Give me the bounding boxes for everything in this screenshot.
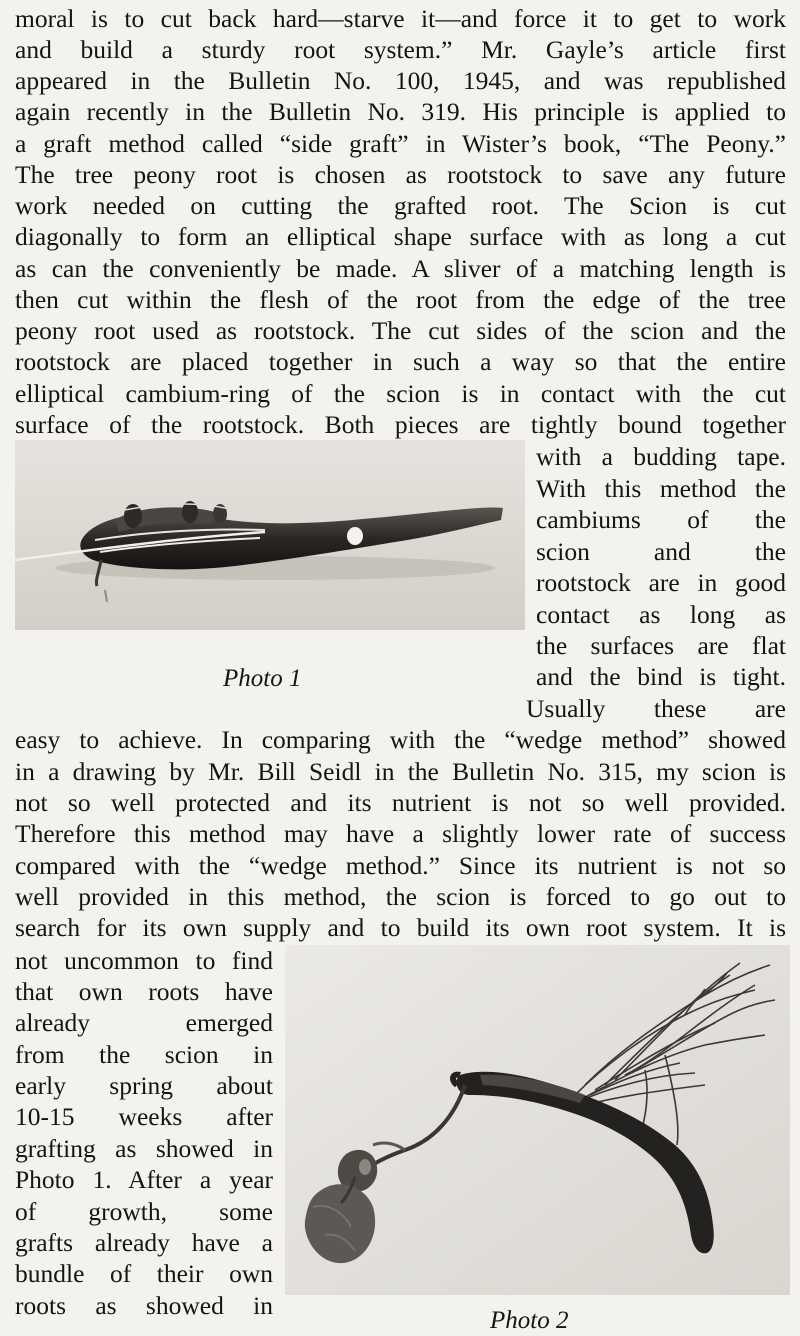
text-line: well provided in this method, the scion is forced to go out to — [15, 882, 786, 911]
text-line: and build a sturdy root system.” Mr. Gayle’s article first — [15, 35, 786, 64]
text-line: bundle of their own — [15, 1259, 273, 1288]
text-line: compared with the “wedge method.” Since its nutrient is not so — [15, 851, 786, 880]
photo-2-caption: Photo 2 — [490, 1307, 569, 1334]
text-line: the surfaces are flat — [536, 631, 786, 660]
text-line: easy to achieve. In comparing with the “wedge method” showed — [15, 725, 786, 754]
photo-2-image — [285, 945, 790, 1295]
text-line: Photo 1. After a year — [15, 1165, 273, 1194]
text-line: then cut within the flesh of the root from the edge of the tree — [15, 285, 786, 314]
text-line: diagonally to form an elliptical shape surface with as long a cut — [15, 222, 786, 251]
text-line: elliptical cambium-ring of the scion is in contact with the cut — [15, 379, 786, 408]
photo-1-caption: Photo 1 — [223, 665, 302, 692]
text-line: The tree peony root is chosen as rootstock to save any future — [15, 160, 786, 189]
text-line: rootstock are placed together in such a way so that the entire — [15, 347, 786, 376]
text-line: grafting as showed in — [15, 1134, 273, 1163]
text-line: moral is to cut back hard—starve it—and force it to get to work — [15, 4, 786, 33]
text-line: peony root used as rootstock. The cut sides of the scion and the — [15, 316, 786, 345]
text-line: rootstock are in good — [536, 568, 786, 597]
text-line: cambiums of the — [536, 505, 786, 534]
text-line: from the scion in — [15, 1040, 273, 1069]
text-line: Therefore this method may have a slightly lower rate of success — [15, 819, 786, 848]
text-line: not uncommon to find — [15, 946, 273, 975]
text-line: early spring about — [15, 1071, 273, 1100]
text-line: again recently in the Bulletin No. 319. His principle is applied to — [15, 97, 786, 126]
text-line: as can the conveniently be made. A sliver of a matching length is — [15, 254, 786, 283]
text-line: grafts already have a — [15, 1228, 273, 1257]
text-line: 10-15 weeks after — [15, 1102, 273, 1131]
text-line: not so well protected and its nutrient is not so well provided. — [15, 788, 786, 817]
text-line: roots as showed in — [15, 1291, 273, 1320]
text-line: With this method the — [536, 474, 786, 503]
text-line: and the bind is tight. — [536, 662, 786, 691]
text-line: in a drawing by Mr. Bill Seidl in the Bulletin No. 315, my scion is — [15, 757, 786, 786]
text-line: work needed on cutting the grafted root. The Scion is cut — [15, 191, 786, 220]
text-line: of growth, some — [15, 1197, 273, 1226]
text-line: appeared in the Bulletin No. 100, 1945, and was republished — [15, 66, 786, 95]
text-line: scion and the — [536, 537, 786, 566]
text-line: a graft method called “side graft” in Wister’s book, “The Peony.” — [15, 129, 786, 158]
text-line: contact as long as — [536, 600, 786, 629]
text-line: already emerged — [15, 1008, 273, 1037]
text-line: search for its own supply and to build its own root system. It is — [15, 913, 786, 942]
text-line: Usually these are — [526, 694, 786, 723]
photo-1-image — [15, 440, 525, 630]
text-line: that own roots have — [15, 977, 273, 1006]
text-line: with a budding tape. — [536, 442, 786, 471]
text-line: surface of the rootstock. Both pieces are tightly bound together — [15, 410, 786, 439]
